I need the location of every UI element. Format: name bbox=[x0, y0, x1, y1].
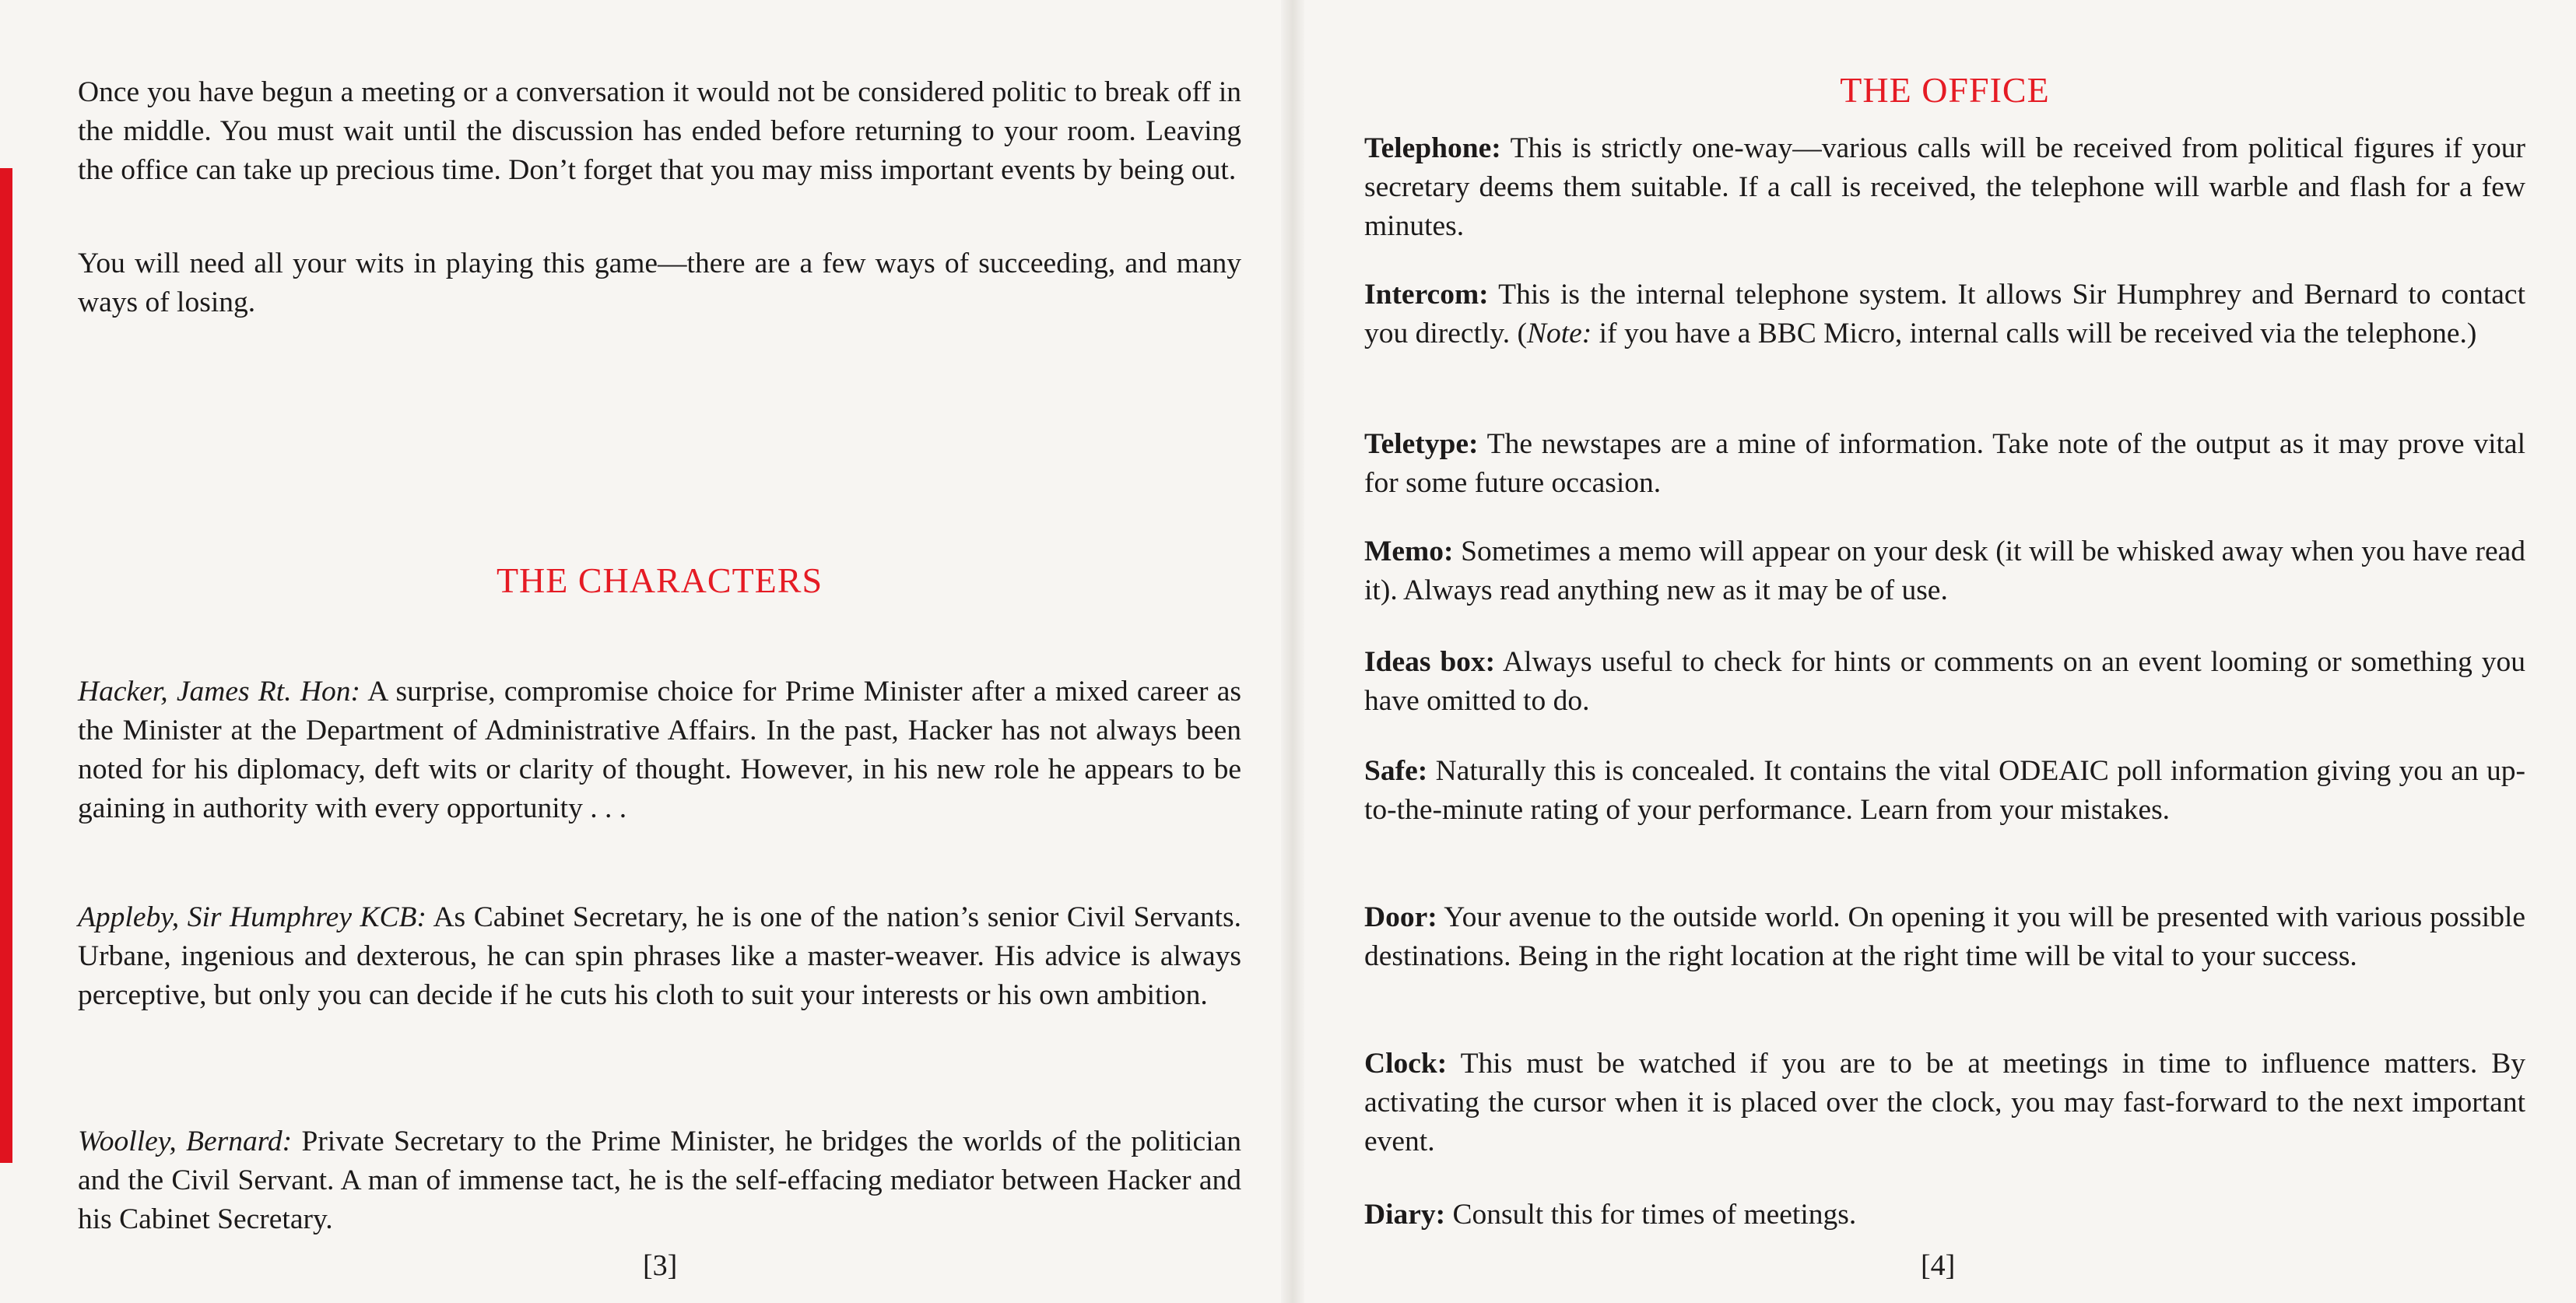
item-term: Diary: bbox=[1364, 1199, 1446, 1231]
item-description: Consult this for times of meetings. bbox=[1452, 1199, 1857, 1231]
office-item-door bbox=[1364, 898, 2525, 976]
item-description: This must be watched if you are to be at meetings in time to influence matters. By activating the cursor when it is placed over the clock, you may fast-forward to the next important event. bbox=[1364, 1048, 2525, 1157]
item-term: Telephone: bbox=[1364, 132, 1501, 164]
item-term: Door: bbox=[1364, 901, 1437, 933]
character-description: As Cabinet Secretary, he is one of the nation’s senior Civil Servants. Urbane, ingenious and dexterous, he can spin phrases like a master-weaver. His advice is always perceptive, but only you can decide if he cuts his cloth to suit your interests or his own ambition. bbox=[78, 901, 1241, 1011]
item-term: Intercom: bbox=[1364, 279, 1489, 311]
item-description: This is strictly one-way—various calls will be received from political figures if your secretary deems them suitable. If a call is received, the telephone will warble and flash for a few minutes. bbox=[1364, 132, 2525, 242]
character-name: Appleby, Sir Humphrey KCB: bbox=[78, 901, 426, 933]
left-page bbox=[0, 0, 1281, 1303]
office-item-telephone bbox=[1364, 129, 2525, 246]
item-term: Ideas box: bbox=[1364, 646, 1496, 678]
character-woolley bbox=[78, 1122, 1241, 1239]
character-description: A surprise, compromise choice for Prime Minister after a mixed career as the Minister at the Department of Administrative Affairs. In the past, Hacker has not always been noted for his diplomacy, deft wits or clarity of thought. However, in his new role he appears to be gaining in authority with every opportunity . . . bbox=[78, 676, 1241, 824]
item-term: Memo: bbox=[1364, 536, 1454, 567]
item-description: Sometimes a memo will appear on your desk (it will be whisked away when you have read it). Always read anything new as it may be of use. bbox=[1364, 536, 2525, 606]
office-heading: THE OFFICE bbox=[1840, 70, 2050, 110]
item-description: The newstapes are a mine of information. Take note of the output as it may prove vital for some future occasion. bbox=[1364, 428, 2525, 499]
office-item-teletype bbox=[1364, 425, 2525, 503]
item-term: Clock: bbox=[1364, 1048, 1448, 1080]
character-hacker bbox=[78, 673, 1241, 828]
office-item-memo bbox=[1364, 532, 2525, 610]
item-description: Your avenue to the outside world. On opening it you will be presented with various possible destinations. Being in the right location at the right time will be vital to your success. bbox=[1364, 901, 2526, 972]
page-number-right: [4] bbox=[1921, 1249, 1956, 1282]
character-name: Hacker, James Rt. Hon: bbox=[78, 676, 360, 708]
red-cover-edge bbox=[0, 168, 12, 1163]
item-description-cont: if you have a BBC Micro, internal calls will be received via the telephone.) bbox=[1592, 318, 2477, 349]
office-item-safe bbox=[1364, 752, 2525, 830]
office-item-intercom bbox=[1364, 276, 2525, 353]
item-term: Teletype: bbox=[1364, 428, 1479, 460]
office-item-clock bbox=[1364, 1045, 2525, 1161]
character-appleby bbox=[78, 898, 1241, 1015]
page-gutter bbox=[1281, 0, 1304, 1303]
item-description: Always useful to check for hints or comments on an event looming or something you have omitted to do. bbox=[1364, 646, 2526, 717]
office-item-ideas-box bbox=[1364, 643, 2525, 721]
character-name: Woolley, Bernard: bbox=[78, 1126, 293, 1157]
character-description: Private Secretary to the Prime Minister, he bridges the worlds of the politician and the Civil Servant. A man of immense tact, he is the self-effacing mediator between Hacker and his Cabinet Secretary. bbox=[78, 1126, 1242, 1235]
intro-paragraph-2: You will need all your wits in playing this game—there are a few ways of succeeding, and many ways of losing. bbox=[78, 248, 1241, 318]
office-item-diary bbox=[1364, 1196, 2525, 1235]
item-term: Safe: bbox=[1364, 755, 1428, 787]
item-description: Naturally this is concealed. It contains the vital ODEAIC poll information giving you an up-to-the-minute rating of your performance. Learn from your mistakes. bbox=[1364, 755, 2525, 826]
page-number-left: [3] bbox=[643, 1249, 678, 1282]
characters-heading: THE CHARACTERS bbox=[496, 560, 823, 600]
item-description: This is the internal telephone system. It allows Sir Humphrey and Bernard to contact you directly. ( bbox=[1364, 279, 2525, 349]
intro-paragraph-1: Once you have begun a meeting or a conversation it would not be considered politic to break off in the middle. You must wait until the discussion has ended before returning to your room. Leaving the office can take up precious time. Don’t forget that you may miss important events by being out. bbox=[78, 76, 1241, 186]
note-label: Note: bbox=[1526, 318, 1592, 349]
